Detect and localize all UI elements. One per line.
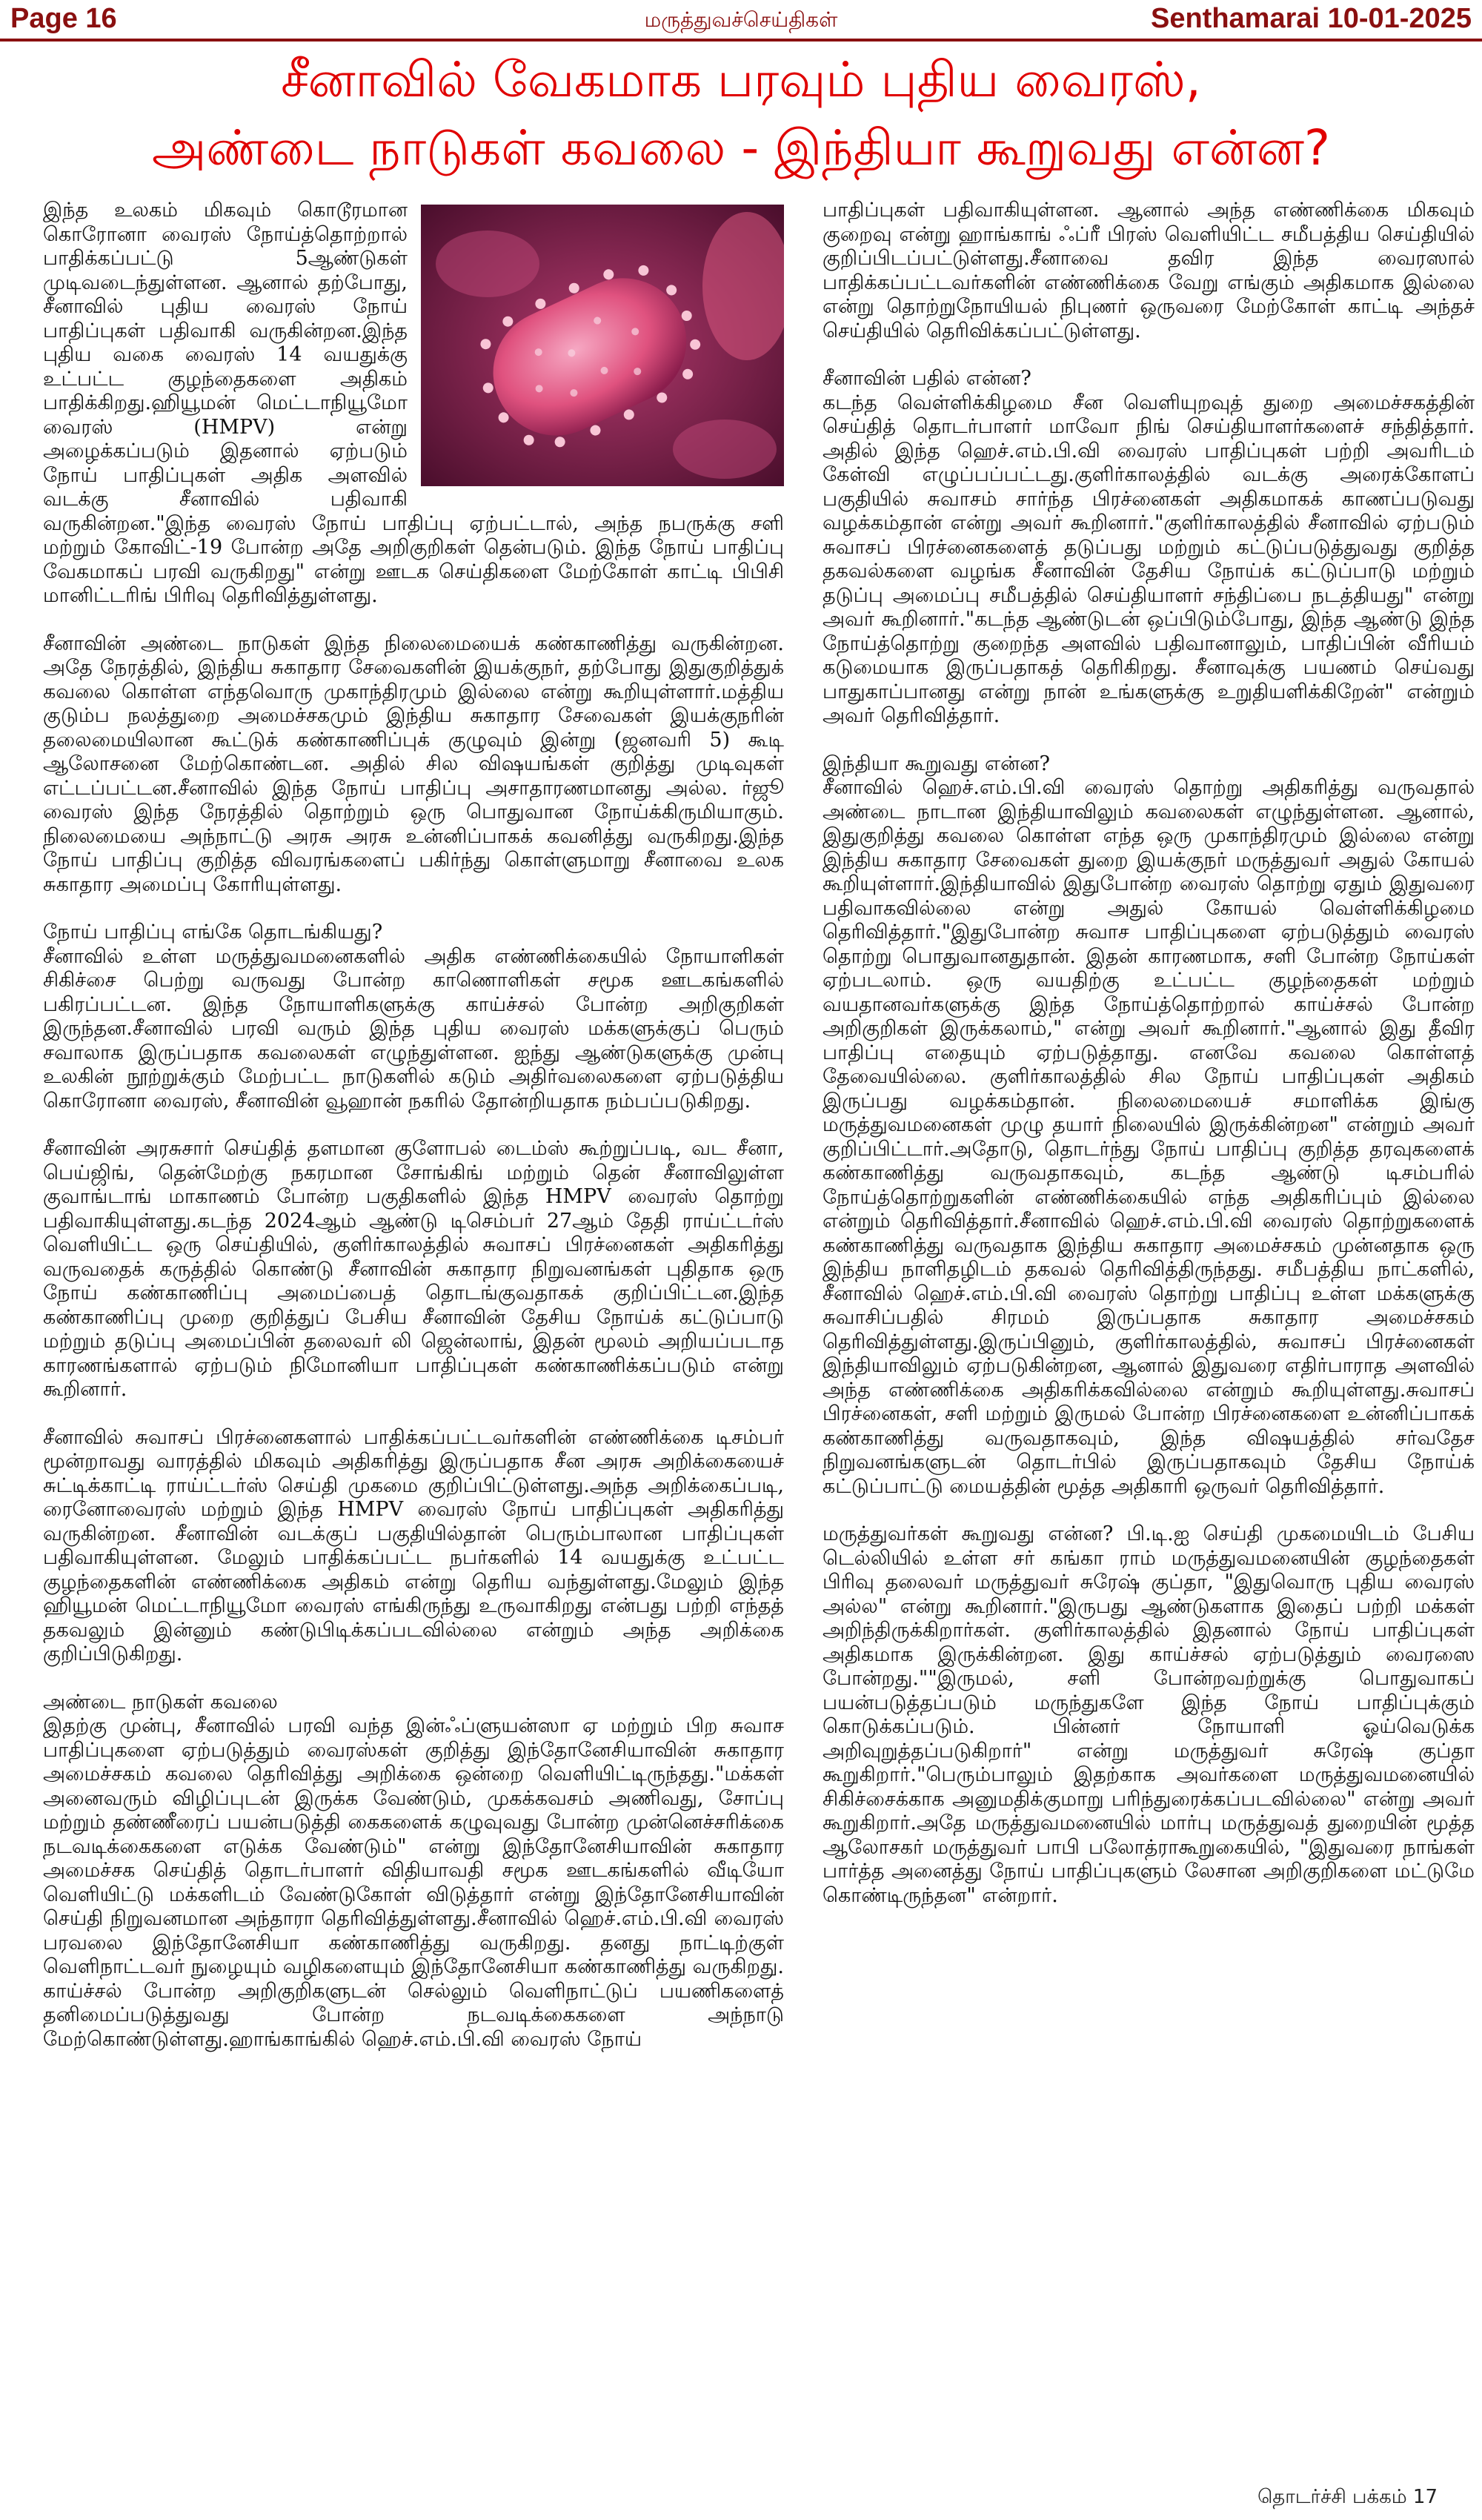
header-rule [0,39,1482,42]
article-paragraph: சீனாவின் அரசுசார் செய்தித் தளமான குளோபல் டைம்ஸ் கூற்றுப்படி, வட சீனா, பெய்ஜிங், தென்மேற்கு நகரமான சோங்கிங் மற்றும் தென் சீனாவிலுள்ள குவாங்டாங் மாகாணம் போன்ற பகுதிகளில் இந்த HMPV வைரஸ் தொற்று பதிவாகியுள்ளது.கடந்த 2024ஆம் ஆண்டு டிசெம்பர் 27ஆம் தேதி ராய்ட்டர்ஸ் வெளியிட்ட ஒரு செய்தியில், குளிர்காலத்தில் சுவாசப் பிரச்னைகள் அதிகரித்து வருவதைக் கருத்தில் கொண்டு சீனாவின் சுகாதார நிறுவனங்கள் புதிதாக ஒரு நோய் கண்காணிப்பு அமைப்பைத் தொடங்குவதாகக் குறிப்பிட்டன.இந்த கண்காணிப்பு முறை குறித்துப் பேசிய சீனாவின் தேசிய நோய்க் கட்டுப்பாடு மற்றும் தடுப்பு அமைப்பின் தலைவர் லி ஜென்லாங், இதன் மூலம் அறியப்படாத காரணங்களால் ஏற்படும் நிமோனியா பாதிப்புகள் கண்காணிக்கப்படும் என்று கூறினார். [43,1137,784,1401]
article-paragraph: சீனாவில் சுவாசப் பிரச்னைகளால் பாதிக்கப்பட்டவர்களின் எண்ணிக்கை டிசம்பர் மூன்றாவது வாரத்தில் மிகவும் அதிகரித்து இருப்பதாக சீன அரசு அறிக்கையைச் சுட்டிக்காட்டி ராய்ட்டர்ஸ் செய்தி முகமை குறிப்பிட்டுள்ளது.அந்த அறிக்கைப்படி, ரைனோவைரஸ் மற்றும் இந்த HMPV வைரஸ் நோய் பாதிப்புகள் அதிகரித்து வருகின்றன. சீனாவின் வடக்குப் பகுதியில்தான் பெரும்பாலான பாதிப்புகள் பதிவாகியுள்ளன. மேலும் பாதிக்கப்பட்ட நபர்களில் 14 வயதுக்கு உட்பட்ட குழந்தைகளின் எண்ணிக்கை அதிகம் என்று தெரிய வந்துள்ளது.மேலும் இந்த ஹியூமன் மெட்டாநியூமோ வைரஸ் எங்கிருந்து உருவாகிறது என்பது பற்றி எந்தத் தகவலும் இன்னும் கண்டுபிடிக்கப்படவில்லை என்றும் அந்த அறிக்கை குறிப்பிடுகிறது. [43,1425,784,1665]
masthead-date: Senthamarai 10-01-2025 [1150,3,1472,34]
subheading: நோய் பாதிப்பு எங்கே தொடங்கியது? [43,921,383,944]
article-paragraph: கடந்த வெள்ளிக்கிழமை சீன வெளியுறவுத் துறை அமைச்சகத்தின் செய்தித் தொடர்பாளர் மாவோ நிங் செய்தியாளர்களைச் சந்தித்தார். அதில் இந்த ஹெச்.எம்.பி.வி வைரஸ் பாதிப்புகள் பற்றி அவரிடம் கேள்வி எழுப்பப்பட்டது.குளிர்காலத்தில் வடக்கு அரைக்கோளப் பகுதியில் சுவாசம் சார்ந்த பிரச்னைகள் அதிகமாகக் காணப்படுவது வழக்கம்தான் என்று அவர் கூறினார்."குளிர்காலத்தில் சீனாவில் ஏற்படும் சுவாசப் பிரச்னைகளைத் தடுப்பது மற்றும் கட்டுப்படுத்துவது குறித்த தகவல்களை வழங்க சீனாவின் தேசிய நோய்க் கட்டுப்பாடு மற்றும் தடுப்பு அமைப்பு சமீபத்தில் செய்தியாளர் சந்திப்பை நடத்தியது" என்று அவர் கூறினார்."கடந்த ஆண்டுடன் ஒப்பிடும்போது, இந்த ஆண்டு இந்த நோய்த்தொற்று குறைந்த அளவில் பதிவானாலும், பாதிப்பின் வீரியம் கடுமையாக இருப்பதாகத் தெரிகிறது. சீனாவுக்கு பயணம் செய்வது பாதுகாப்பானது என்று நான் உங்களுக்கு உறுதியளிக்கிறேன்" என்றும் அவர் தெரிவித்தார். [823,391,1475,727]
article-paragraph: சீனாவில் ஹெச்.எம்.பி.வி வைரஸ் தொற்று அதிகரித்து வருவதால் அண்டை நாடான இந்தியாவிலும் கவலைகள் எழுந்துள்ளன. ஆனால், இதுகுறித்து கவலை கொள்ள எந்த ஒரு முகாந்திரமும் இல்லை என்று இந்திய சுகாதார சேவைகள் துறை இயக்குநர் மருத்துவர் அதுல் கோயல் கூறியுள்ளார்.இந்தியாவில் இதுபோன்ற வைரஸ் தொற்று ஏதும் இதுவரை பதிவாகவில்லை என்று அதுல் கோயல் வெள்ளிக்கிழமை தெரிவித்தார்."இதுபோன்ற சுவாச பாதிப்புகளை ஏற்படுத்தும் வைரஸ் தொற்று பொதுவானதுதான். இதன் காரணமாக, சளி போன்ற நோய்கள் ஏற்படலாம். ஒரு வயதிற்கு உட்பட்ட குழந்தைகள் மற்றும் வயதானவர்களுக்கு இந்த நோய்த்தொற்றால் காய்ச்சல் போன்ற அறிகுறிகள் இருக்கலாம்," என்று அவர் கூறினார்."ஆனால் இது தீவிர பாதிப்பு எதையும் ஏற்படுத்தாது. எனவே கவலை கொள்ளத் தேவையில்லை. குளிர்காலத்தில் சில நோய் பாதிப்புகள் அதிகம் இருப்பது வழக்கம்தான். நிலைமையைச் சமாளிக்க இங்கு மருத்துவமனைகள் முழு தயார் நிலையில் இருக்கின்றன" என்றும் அவர் குறிப்பிட்டார்.அதோடு, தொடர்ந்து நோய் பாதிப்பு குறித்த தரவுகளைக் கண்காணித்து வருவதாகவும், கடந்த ஆண்டு டிசம்பரில் நோய்த்தொற்றுகளின் எண்ணிக்கையில் எந்த அதிகரிப்பும் இல்லை என்றும் தெரிவித்தார்.சீனாவில் ஹெச்.எம்.பி.வி வைரஸ் தொற்றுகளைக் கண்காணித்து வருவதாக இந்திய சுகாதார அமைச்சகம் முன்னதாக ஒரு இந்திய நாளிதழிடம் தகவல் தெரிவித்திருந்தது. சமீபத்திய நாட்களில், சீனாவில் ஹெச்.எம்.பி.வி வைரஸ் தொற்று பாதிப்பு உள்ள மக்களுக்கு சுவாசிப்பதில் சிரமம் இருப்பதாக சுகாதார அமைச்சகம் தெரிவித்துள்ளது.இருப்பினும், குளிர்காலத்தில், சுவாசப் பிரச்னைகள் இந்தியாவிலும் ஏற்படுகின்றன, ஆனால் இதுவரை எதிர்பாராத அளவில் அந்த எண்ணிக்கை அதிகரிக்கவில்லை என்றும் கூறியுள்ளது.சுவாசப் பிரச்னைகள், சளி மற்றும் இருமல் போன்ற பிரச்னைகளை உன்னிப்பாகக் கண்காணித்து வருவதாகவும், இந்த விஷயத்தில் சர்வதேச நிறுவனங்களுடன் தொடர்பில் இருப்பதாகவும் தேசிய நோய்க் கட்டுப்பாட்டு மையத்தின் மூத்த அதிகாரி ஒருவர் தெரிவித்தார். [823,776,1475,1498]
headline-line-2: அண்டை நாடுகள் கவலை - இந்தியா கூறுவது என்ன? [151,119,1331,176]
article-paragraph: இதற்கு முன்பு, சீனாவில் பரவி வந்த இன்ஃப்ளுயன்ஸா ஏ மற்றும் பிற சுவாச பாதிப்புகளை ஏற்படுத்தும் வைரஸ்கள் குறித்து இந்தோனேசியாவின் சுகாதார அமைச்சகம் கவலை தெரிவித்து அறிக்கை ஒன்றை வெளியிட்டிருந்தது."மக்கள் அனைவரும் விழிப்புடன் இருக்க வேண்டும், முகக்கவசம் அணிவது, சோப்பு மற்றும் தண்ணீரைப் பயன்படுத்தி கைகளைக் கழுவுவது போன்ற முன்னெச்சரிக்கை நடவடிக்கைகளை எடுக்க வேண்டும்" என்று இந்தோனேசியாவின் சுகாதார அமைச்சக செய்தித் தொடர்பாளர் விதியாவதி சமூக ஊடகங்களில் வீடியோ வெளியிட்டு மக்களிடம் வேண்டுகோள் விடுத்தார் என்று இந்தோனேசியாவின் செய்தி நிறுவனமான அந்தாரா தெரிவித்துள்ளது.சீனாவில் ஹெச்.எம்.பி.வி வைரஸ் பரவலை இந்தோனேசியா கண்காணித்து வருகிறது. தனது நாட்டிற்குள் வெளிநாட்டவர் நுழையும் வழிகளையும் இந்தோனேசியா கண்காணித்து வருகிறது. காய்ச்சல் போன்ற அறிகுறிகளுடன் செல்லும் வெளிநாட்டுப் பயணிகளைத் தனிமைப்படுத்துவது போன்ற நடவடிக்கைகளை அந்நாடு மேற்கொண்டுள்ளது.ஹாங்காங்கில் ஹெச்.எம்.பி.வி வைரஸ் நோய் [43,1714,784,2051]
headline-line-1: சீனாவில் வேகமாக பரவும் புதிய வைரஸ், [281,51,1201,108]
subheading: இந்தியா கூறுவது என்ன? [823,752,1050,775]
headline [0,46,1482,182]
virus-illustration [421,205,784,486]
continued-on-page: தொடர்ச்சி பக்கம் 17 [1257,2486,1438,2508]
article-paragraph: இந்த உலகம் மிகவும் கொடூரமான கொரோனா வைரஸ் நோய்த்தொற்றால் பாதிக்கப்பட்டு 5ஆண்டுகள் முடிவடைந்துள்ளன. ஆனால் தற்போது, சீனாவில் புதிய வைரஸ் நோய் பாதிப்புகள் பதிவாகி வருகின்றன.இந்த புதிய வகை வைரஸ் 14 வயதுக்கு உட்பட்ட குழந்தைகளை அதிகம் பாதிக்கிறது.ஹியூமன் மெட்டாநியூமோ வைரஸ் (HMPV) என்று அழைக்கப்படும் இதனால் ஏற்படும் நோய் பாதிப்புகள் அதிக அளவில் வடக்கு சீனாவில் பதிவாகி வருகின்றன."இந்த வைரஸ் நோய் பாதிப்பு ஏற்பட்டால், அந்த நபருக்கு சளி மற்றும் கோவிட்-19 போன்ற அதே அறிகுறிகள் தென்படும். இந்த நோய் பாதிப்பு வேகமாகப் பரவி வருகிறது" என்று ஊடக செய்திகளை மேற்கோள் காட்டி பிபிசி மானிட்டரிங் பிரிவு தெரிவித்துள்ளது. [43,199,784,607]
article-section [823,752,1475,1499]
article-section [43,921,784,1113]
article-column-right [823,199,1475,1932]
page-header [0,0,1482,39]
article-column-left [43,199,784,2075]
section-title: மருத்துவச்செய்திகள் [644,7,838,32]
article-paragraph: சீனாவில் உள்ள மருத்துவமனைகளில் அதிக எண்ணிக்கையில் நோயாளிகள் சிகிச்சை பெற்று வருவது போன்ற காணொளிகள் சமூக ஊடகங்களில் பகிரப்பட்டன. இந்த நோயாளிகளுக்கு காய்ச்சல் போன்ற அறிகுறிகள் இருந்தன.சீனாவில் பரவி வரும் இந்த புதிய வைரஸ் மக்களுக்குப் பெரும் சவாலாக இருப்பதாக கவலைகள் எழுந்துள்ளன. ஐந்து ஆண்டுகளுக்கு முன்பு உலகின் நூற்றுக்கும் மேற்பட்ட நாடுகளில் கடும் அதிர்வலைகளை ஏற்படுத்திய கொரோனா வைரஸ், சீனாவின் வூஹான் நகரில் தோன்றியதாக நம்பப்படுகிறது. [43,944,784,1113]
article-section [823,367,1475,729]
subheading: சீனாவின் பதில் என்ன? [823,367,1031,390]
virus-icon [421,205,784,486]
subheading: அண்டை நாடுகள் கவலை [43,1690,278,1714]
article-paragraph: மருத்துவர்கள் கூறுவது என்ன? பி.டி.ஐ செய்தி முகமையிடம் பேசிய டெல்லியில் உள்ள சர் கங்கா ராம் மருத்துவமனையின் குழந்தைகள் பிரிவு தலைவர் மருத்துவர் சுரேஷ் குப்தா, "இதுவொரு புதிய வைரஸ் அல்ல" என்று கூறினார்."இருபது ஆண்டுகளாக இதைப் பற்றி மக்கள் அறிந்திருக்கிறார்கள். குளிர்காலத்தில் இதனால் நோய் பாதிப்புகள் அதிகமாக இருக்கின்றன. இது காய்ச்சல் ஏற்படுத்தும் வைரஸை போன்றது.""இருமல், சளி போன்றவற்றுக்கு பொதுவாகப் பயன்படுத்தப்படும் மருந்துகளே இந்த நோய் பாதிப்புக்கும் கொடுக்கப்படும். பின்னர் நோயாளி ஓய்வெடுக்க அறிவுறுத்தப்படுகிறார்" என்று மருத்துவர் சுரேஷ் குப்தா கூறுகிறார்."பெரும்பாலும் இதற்காக அவர்களை மருத்துவமனையில் சிகிச்சைக்காக அனுமதிக்குமாறு பரிந்துரைக்கப்படவில்லை" என்று அவர் கூறுகிறார்.அதே மருத்துவமனையில் மார்பு மருத்துவத் துறையின் மூத்த ஆலோசகர் மருத்துவர் பாபி பலோத்ராகூறுகையில், "இதுவரை நாங்கள் பார்த்த அனைத்து நோய் பாதிப்புகளும் லேசான அறிகுறிகளை மட்டுமே கொண்டிருந்தன" என்றார். [823,1522,1475,1907]
article-paragraph: பாதிப்புகள் பதிவாகியுள்ளன. ஆனால் அந்த எண்ணிக்கை மிகவும் குறைவு என்று ஹாங்காங் ஃப்ரீ பிரஸ் வெளியிட்ட சமீபத்திய செய்தியில் குறிப்பிடப்பட்டுள்ளது.சீனாவை தவிர இந்த வைரஸால் பாதிக்கப்பட்டவர்களின் எண்ணிக்கை வேறு எங்கும் அதிகமாக இல்லை என்று தொற்றுநோயியல் நிபுணர் ஒருவரை மேற்கோள் காட்டி அந்தச் செய்தியில் தெரிவிக்கப்பட்டுள்ளது. [823,199,1475,342]
page-number: Page 16 [10,3,117,34]
article-section [43,1691,784,2052]
article-paragraph: சீனாவின் அண்டை நாடுகள் இந்த நிலைமையைக் கண்காணித்து வருகின்றன. அதே நேரத்தில், இந்திய சுகாதார சேவைகளின் இயக்குநர், தற்போது இதுகுறித்துக் கவலை கொள்ள எந்தவொரு முகாந்திரமும் இல்லை என்று கூறியுள்ளார்.மத்திய குடும்ப நலத்துறை அமைச்சகமும் இந்திய சுகாதார சேவைகள் இயக்குநரின் தலைமையிலான கூட்டுக் கண்காணிப்புக் குழுவும் இன்று (ஜனவரி 5) கூடி ஆலோசனை மேற்கொண்டன. அதில் சில விஷயங்கள் குறித்து முடிவுகள் எட்டப்பட்டன.சீனாவில் இந்த நோய் பாதிப்பு அசாதாரணமானது அல்ல. ர்ஜூ வைரஸ் இந்த நேரத்தில் தொற்றும் ஒரு பொதுவான நோய்க்கிருமியாகும். நிலைமையை அந்நாட்டு அரசு அரசு உன்னிப்பாகக் கவனித்து வருகிறது.இந்த நோய் பாதிப்பு குறித்த விவரங்களைப் பகிர்ந்து கொள்ளுமாறு சீனாவை உலக சுகாதார அமைப்பு கோரியுள்ளது. [43,631,784,896]
